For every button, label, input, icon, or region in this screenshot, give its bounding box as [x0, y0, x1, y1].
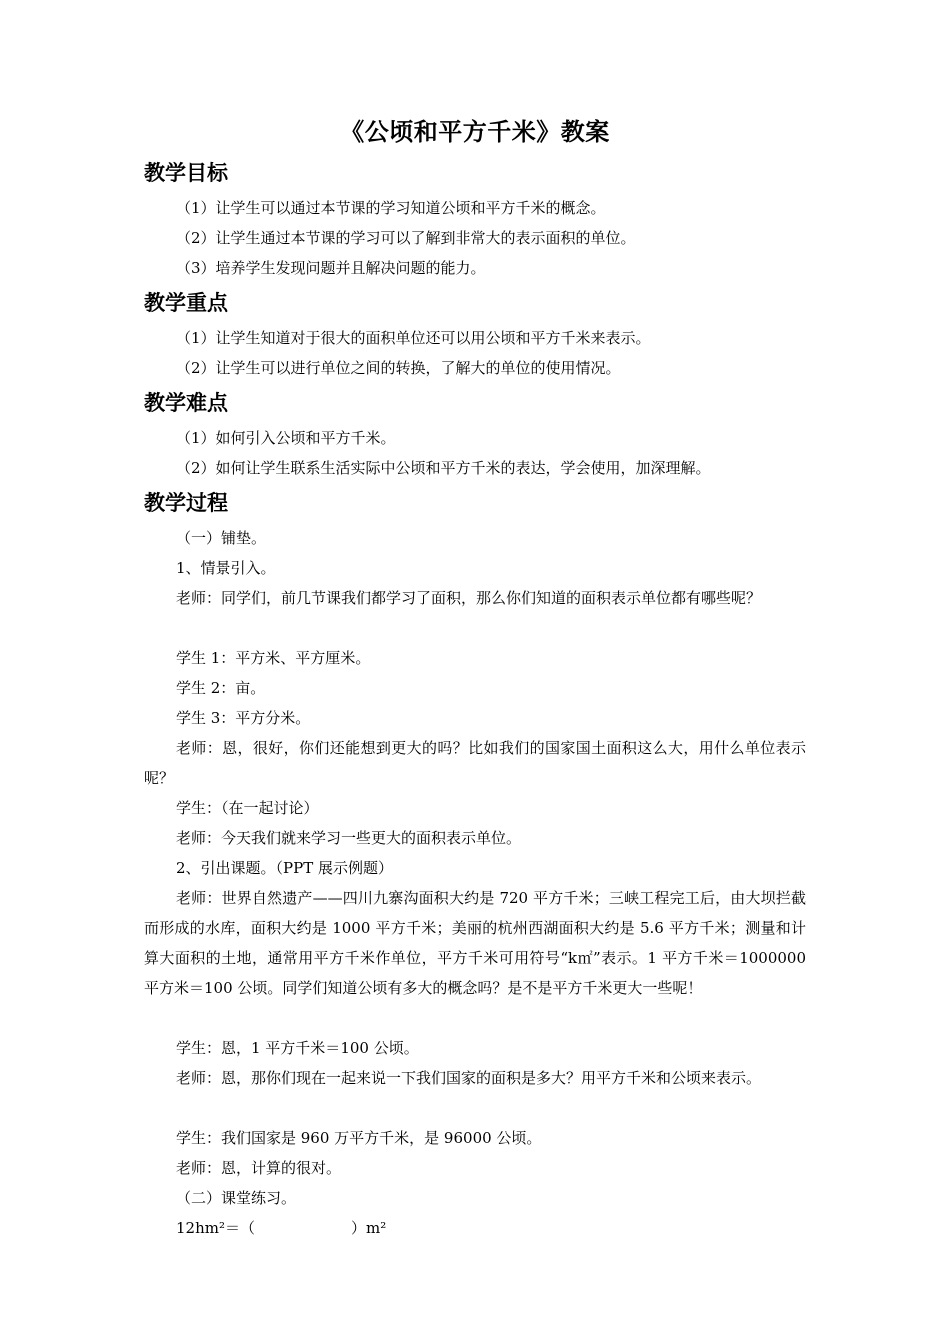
goal-item: （2）让学生通过本节课的学习可以了解到非常大的表示面积的单位。	[176, 229, 636, 247]
process-line: 学生 1：平方米、平方厘米。	[176, 649, 371, 667]
heading-key-points: 教学重点	[144, 290, 228, 315]
goal-item: （1）让学生可以通过本节课的学习知道公顷和平方千米的概念。	[176, 199, 606, 217]
exercise-left: 12hm²＝（	[176, 1219, 255, 1237]
exercise-right: ）m²	[351, 1219, 387, 1237]
process-paragraph: 老师：同学们，前几节课我们都学习了面积，那么你们知道的面积表示单位都有哪些呢？	[176, 589, 762, 607]
document-title: 《公顷和平方千米》教案	[340, 117, 610, 146]
process-line: 学生：我们国家是 960 万平方千米，是 96000 公顷。	[176, 1129, 542, 1147]
process-line: （一）铺垫。	[176, 529, 267, 547]
process-line: 1、情景引入。	[176, 559, 276, 577]
process-paragraph: 老师：恩，那你们现在一起来说一下我们国家的面积是多大？用平方千米和公顷来表示。	[176, 1069, 762, 1087]
goal-item: （3）培养学生发现问题并且解决问题的能力。	[176, 259, 486, 277]
process-line: 学生 2：亩。	[176, 679, 266, 697]
process-line: 学生：恩，1 平方千米＝100 公顷。	[176, 1039, 419, 1057]
heading-goals: 教学目标	[144, 160, 228, 185]
key-point-item: （2）让学生可以进行单位之间的转换，了解大的单位的使用情况。	[176, 359, 621, 377]
process-paragraph: 老师：恩，很好，你们还能想到更大的吗？比如我们的国家国土面积这么大，用什么单位表示呢？	[144, 739, 806, 787]
process-line: （二）课堂练习。	[176, 1189, 297, 1207]
process-line: 2、引出课题。（PPT 展示例题）	[176, 859, 394, 877]
exercise-line	[176, 1213, 806, 1243]
difficulty-item: （1）如何引入公顷和平方千米。	[176, 429, 396, 447]
process-line: 老师：今天我们就来学习一些更大的面积表示单位。	[176, 829, 522, 847]
process-line: 老师：恩，计算的很对。	[176, 1159, 342, 1177]
process-line: 学生 3：平方分米。	[176, 709, 311, 727]
process-paragraph: 老师：世界自然遗产——四川九寨沟面积大约是 720 平方千米；三峡工程完工后，由大坝拦截而形成的水库，面积大约是 1000 平方千米；美丽的杭州西湖面积大约是 5.6 平方千米；测量和计算大面积的土地，通常用平方千米作单位，平方千米可用符号“k㎡”表示。1 平方千米＝1000000 平方米＝100 公顷。同学们知道公顷有多大的概念吗？是不是平方千米更大一些呢！	[144, 889, 806, 997]
difficulty-item: （2）如何让学生联系生活实际中公顷和平方千米的表达，学会使用，加深理解。	[176, 459, 711, 477]
process-line: 学生：（在一起讨论）	[176, 799, 319, 817]
heading-difficulties: 教学难点	[144, 390, 228, 415]
key-point-item: （1）让学生知道对于很大的面积单位还可以用公顷和平方千米来表示。	[176, 329, 651, 347]
heading-process: 教学过程	[144, 490, 228, 515]
